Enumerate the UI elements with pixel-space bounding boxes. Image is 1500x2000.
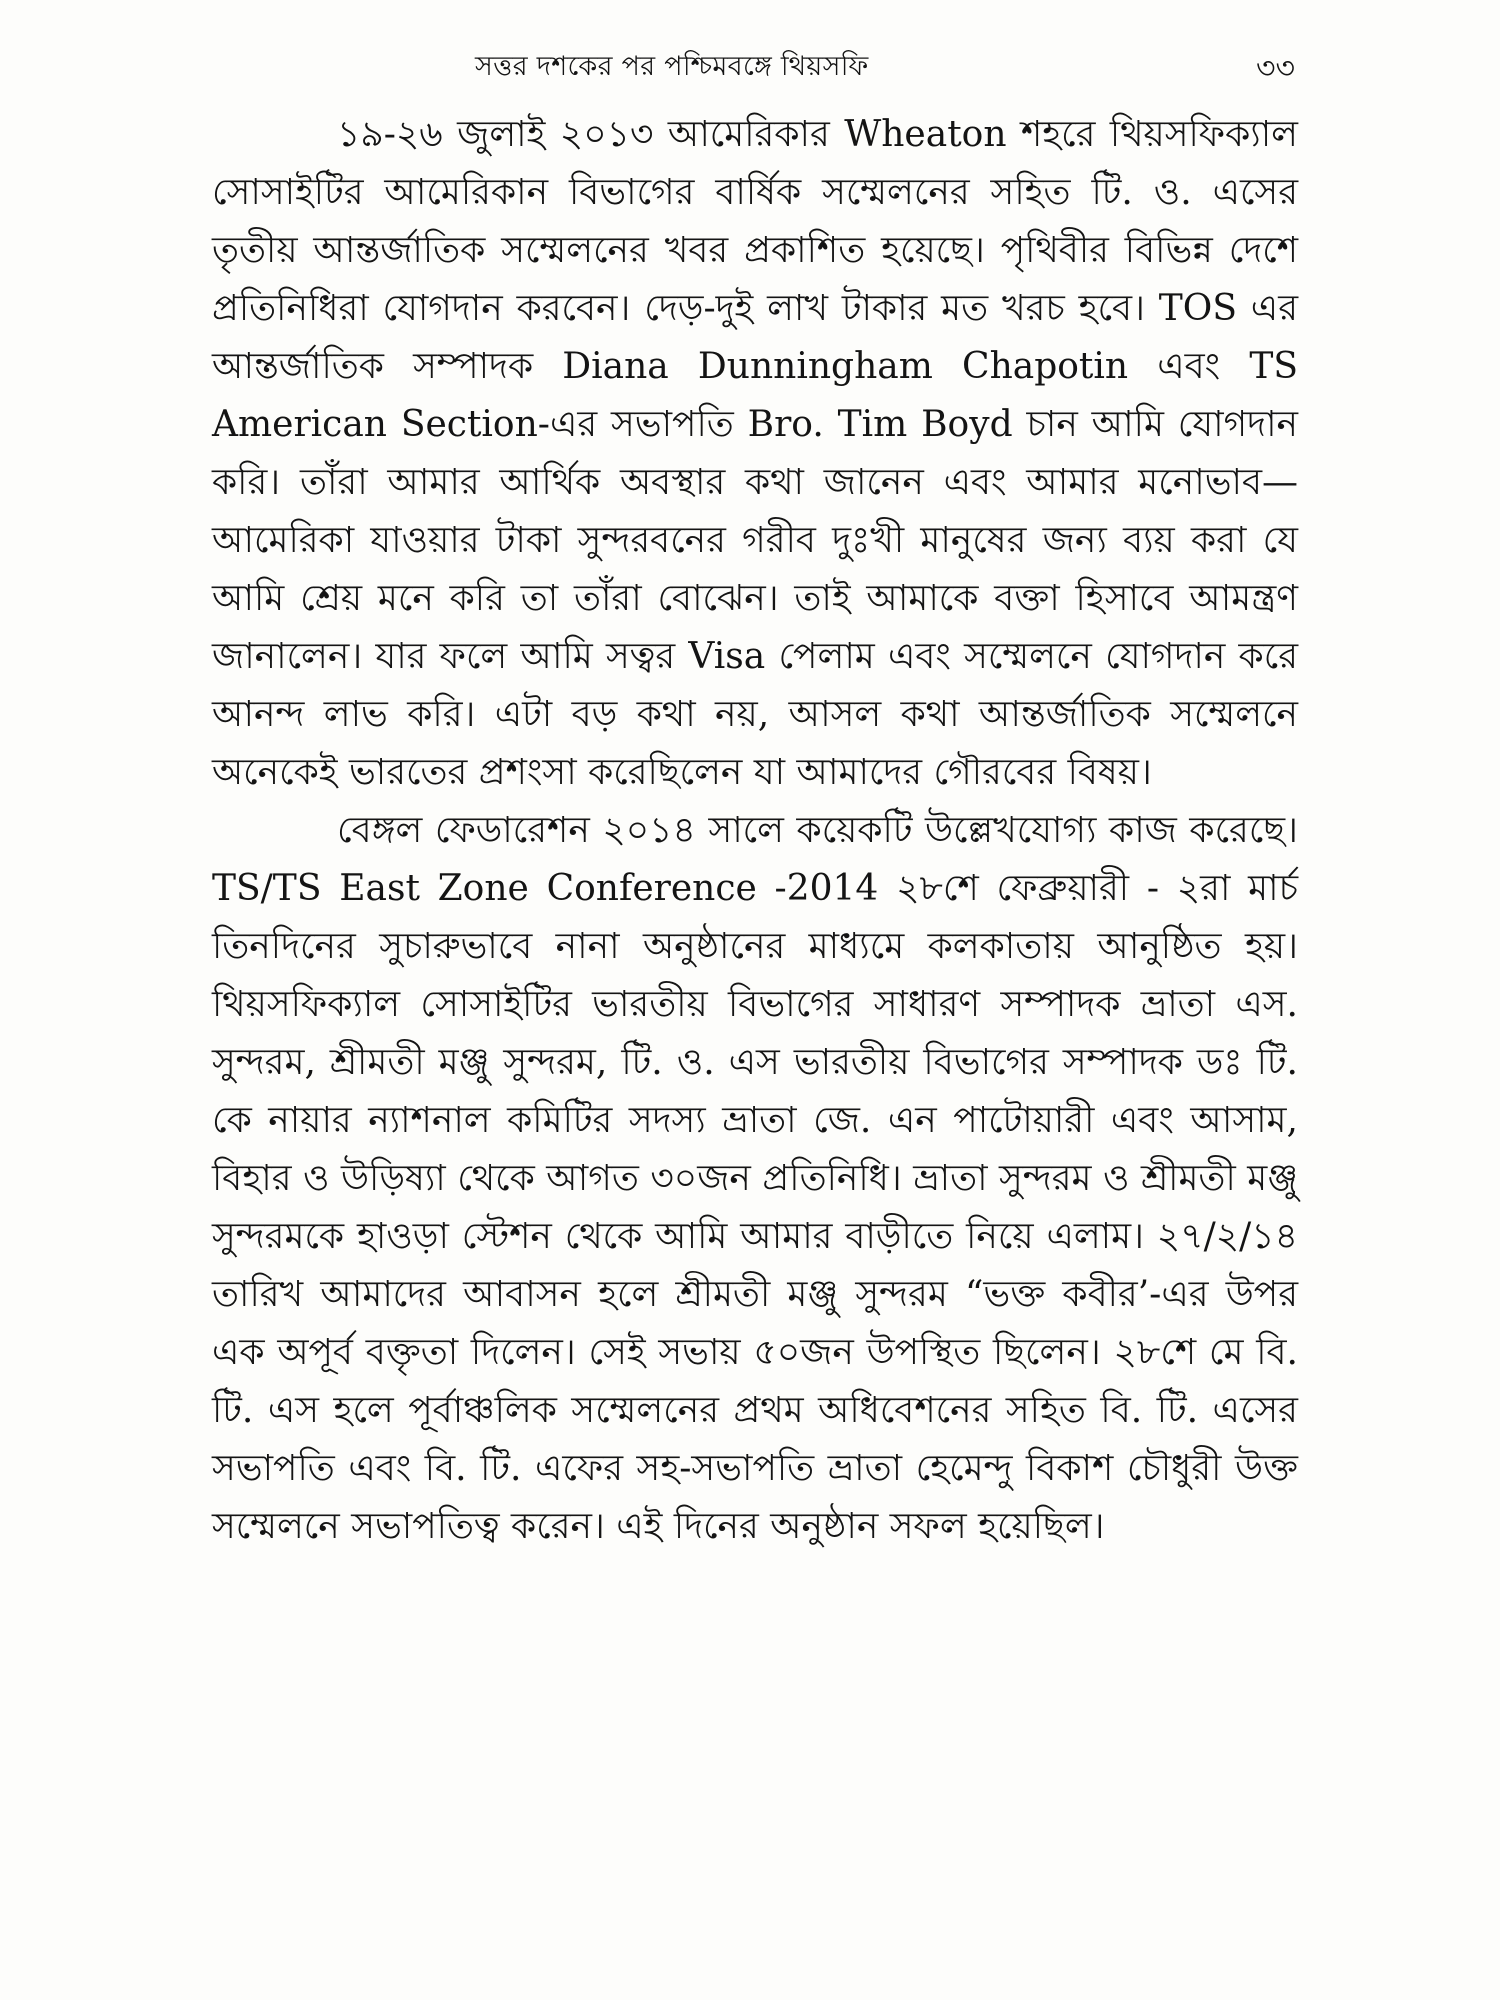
page-number: ৩৩ xyxy=(1255,51,1295,86)
body-text xyxy=(212,106,1298,1556)
paragraph-1: ১৯-২৬ জুলাই ২০১৩ আমেরিকার Wheaton শহরে থিয়সফিক্যাল সোসাইটির আমেরিকান বিভাগের বার্ষিক সম্মেলনের সহিত টি. ও. এসের তৃতীয় আন্তর্জাতিক সম্মেলনের খবর প্রকাশিত হয়েছে। পৃথিবীর বিভিন্ন দেশে প্রতিনিধিরা যোগদান করবেন। দেড়-দুই লাখ টাকার মত খরচ হবে। TOS এর আন্তর্জাতিক সম্পাদক Diana Dunningham Chapotin এবং TS American Section-এর সভাপতি Bro. Tim Boyd চান আমি যোগদান করি। তাঁরা আমার আর্থিক অবস্থার কথা জানেন এবং আমার মনোভাব—আমেরিকা যাওয়ার টাকা সুন্দরবনের গরীব দুঃখী মানুষের জন্য ব্যয় করা যে আমি শ্রেয় মনে করি তা তাঁরা বোঝেন। তাই আমাকে বক্তা হিসাবে আমন্ত্রণ জানালেন। যার ফলে আমি সত্বর Visa পেলাম এবং সম্মেলনে যোগদান করে আনন্দ লাভ করি। এটা বড় কথা নয়, আসল কথা আন্তর্জাতিক সম্মেলনে অনেকেই ভারতের প্রশংসা করেছিলেন যা আমাদের গৌরবের বিষয়। xyxy=(212,114,1298,793)
paragraph-2: বেঙ্গল ফেডারেশন ২০১৪ সালে কয়েকটি উল্লেখযোগ্য কাজ করেছে। TS/TS East Zone Conference -2014 ২৮শে ফেব্রুয়ারী - ২রা মার্চ তিনদিনের সুচারুভাবে নানা অনুষ্ঠানের মাধ্যমে কলকাতায় আনুষ্ঠিত হয়। থিয়সফিক্যাল সোসাইটির ভারতীয় বিভাগের সাধারণ সম্পাদক ভ্রাতা এস. সুন্দরম, শ্রীমতী মঞ্জু সুন্দরম, টি. ও. এস ভারতীয় বিভাগের সম্পাদক ডঃ টি. কে নায়ার ন্যাশনাল কমিটির সদস্য ভ্রাতা জে. এন পাটোয়ারী এবং আসাম, বিহার ও উড়িষ্যা থেকে আগত ৩০জন প্রতিনিধি। ভ্রাতা সুন্দরম ও শ্রীমতী মঞ্জু সুন্দরমকে হাওড়া স্টেশন থেকে আমি আমার বাড়ীতে নিয়ে এলাম। ২৭/২/১৪ তারিখ আমাদের আবাসন হলে শ্রীমতী মঞ্জু সুন্দরম “ভক্ত কবীর’-এর উপর এক অপূর্ব বক্তৃতা দিলেন। সেই সভায় ৫০জন উপস্থিত ছিলেন। ২৮শে মে বি. টি. এস হলে পূর্বাঞ্চলিক সম্মেলনের প্রথম অধিবেশনের সহিত বি. টি. এসের সভাপতি এবং বি. টি. এফের সহ-সভাপতি ভ্রাতা হেমেন্দু বিকাশ চৌধুরী উক্ত সম্মেলনে সভাপতিত্ব করেন। এই দিনের অনুষ্ঠান সফল হয়েছিল। xyxy=(212,810,1298,1547)
running-header xyxy=(215,40,1295,90)
chapter-title: সত্তর দশকের পর পশ্চিমবঙ্গে থিয়সফি xyxy=(475,51,869,82)
